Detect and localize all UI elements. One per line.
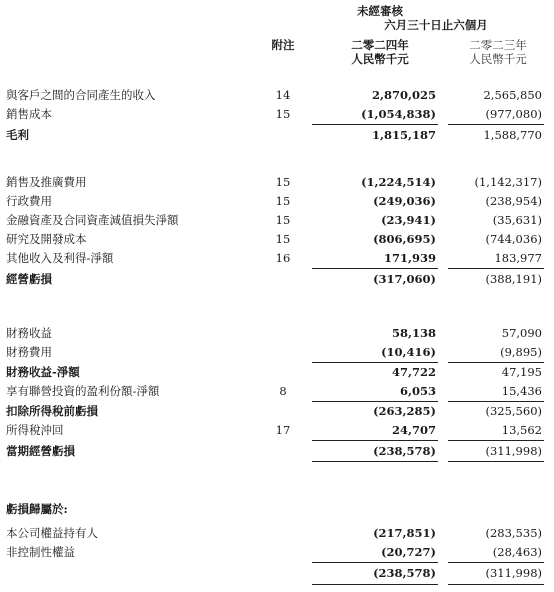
total-rule xyxy=(448,461,544,462)
row-note: 14 xyxy=(275,88,291,102)
table-row xyxy=(0,325,554,342)
value-2023: (9,895) xyxy=(500,345,542,359)
row-note: 15 xyxy=(275,213,291,227)
table-row xyxy=(0,127,554,144)
table-row xyxy=(0,174,554,191)
row-label: 毛利 xyxy=(6,128,29,142)
value-2023: 2,565,850 xyxy=(483,88,542,102)
note-column-header: 附注 xyxy=(271,38,295,52)
subtotal-rule xyxy=(448,268,544,269)
row-label: 所得稅沖回 xyxy=(6,423,64,437)
row-label: 金融資產及合同資產減值損失淨額 xyxy=(6,213,179,227)
value-2024: 1,815,187 xyxy=(371,128,436,142)
value-2024: (238,578) xyxy=(373,444,436,458)
row-note: 16 xyxy=(275,251,291,265)
value-2023: 1,588,770 xyxy=(483,128,542,142)
row-note: 15 xyxy=(275,194,291,208)
value-2023: (311,998) xyxy=(485,444,542,458)
row-note: 8 xyxy=(279,384,287,398)
row-label: 虧損歸屬於: xyxy=(6,502,68,516)
row-label: 財務費用 xyxy=(6,345,52,359)
subtotal-rule xyxy=(312,124,438,125)
row-label: 扣除所得稅前虧損 xyxy=(6,404,98,418)
value-2023: (283,535) xyxy=(485,526,542,540)
subtotal-rule xyxy=(312,268,438,269)
value-2024: (217,851) xyxy=(373,526,436,540)
value-2023: (977,080) xyxy=(485,107,542,121)
row-label: 與客戶之間的合同產生的收入 xyxy=(6,88,156,102)
table-row xyxy=(0,403,554,420)
row-note: 15 xyxy=(275,175,291,189)
value-2024: (1,224,514) xyxy=(361,175,436,189)
table-row xyxy=(0,544,554,561)
value-2024: (263,285) xyxy=(373,404,436,418)
row-label: 財務收益 xyxy=(6,326,52,340)
row-note: 15 xyxy=(275,232,291,246)
value-2023: 15,436 xyxy=(501,384,542,398)
value-2024: 47,722 xyxy=(391,365,436,379)
table-row xyxy=(0,250,554,267)
subtotal-rule xyxy=(448,562,544,563)
unit-2024-header: 人民幣千元 xyxy=(351,52,409,66)
row-label: 本公司權益持有人 xyxy=(6,526,98,540)
value-2023: (1,142,317) xyxy=(474,175,542,189)
year-2023-header: 二零二三年 xyxy=(469,38,527,52)
row-label: 研究及開發成本 xyxy=(6,232,87,246)
row-note: 15 xyxy=(275,107,291,121)
value-2024: (10,416) xyxy=(381,345,436,359)
value-2023: (325,560) xyxy=(485,404,542,418)
table-row xyxy=(0,212,554,229)
subtotal-rule xyxy=(312,562,438,563)
value-2024: 171,939 xyxy=(383,251,436,265)
table-row xyxy=(0,383,554,400)
value-2024: 58,138 xyxy=(391,326,436,340)
value-2023: (238,954) xyxy=(485,194,542,208)
value-2024: 6,053 xyxy=(399,384,436,398)
table-row xyxy=(0,501,554,518)
value-2024: (249,036) xyxy=(373,194,436,208)
value-2024: (20,727) xyxy=(381,545,436,559)
value-2023: 183,977 xyxy=(494,251,542,265)
unaudited-caption: 未經審核 xyxy=(357,4,403,18)
row-label: 銷售及推廣費用 xyxy=(6,175,87,189)
subtotal-rule xyxy=(448,401,544,402)
table-row xyxy=(0,271,554,288)
table-row xyxy=(0,193,554,210)
value-2023: 57,090 xyxy=(501,326,542,340)
value-2024: 2,870,025 xyxy=(371,88,436,102)
table-row xyxy=(0,364,554,381)
table-row xyxy=(0,565,554,582)
row-label: 財務收益-淨額 xyxy=(6,365,80,379)
row-label: 非控制性權益 xyxy=(6,545,75,559)
row-label: 享有聯營投資的盈利份額-淨額 xyxy=(6,384,160,398)
table-row xyxy=(0,344,554,361)
subtotal-rule xyxy=(448,124,544,125)
total-rule xyxy=(312,584,438,585)
subtotal-rule xyxy=(448,362,544,363)
value-2023: (28,463) xyxy=(492,545,542,559)
row-label: 經營虧損 xyxy=(6,272,52,286)
subtotal-rule xyxy=(312,401,438,402)
row-label: 銷售成本 xyxy=(6,107,52,121)
value-2024: (23,941) xyxy=(381,213,436,227)
row-note: 17 xyxy=(275,423,291,437)
value-2024: (317,060) xyxy=(373,272,436,286)
subtotal-rule xyxy=(312,362,438,363)
value-2023: 47,195 xyxy=(501,365,542,379)
table-row xyxy=(0,422,554,439)
row-label: 行政費用 xyxy=(6,194,52,208)
total-rule xyxy=(448,584,544,585)
value-2023: 13,562 xyxy=(501,423,542,437)
subtotal-rule xyxy=(448,440,544,441)
total-rule xyxy=(312,461,438,462)
table-row xyxy=(0,231,554,248)
period-caption: 六月三十日止六個月 xyxy=(384,18,488,32)
table-row xyxy=(0,106,554,123)
value-2023: (744,036) xyxy=(485,232,542,246)
value-2024: (806,695) xyxy=(373,232,436,246)
value-2023: (311,998) xyxy=(485,566,542,580)
table-row xyxy=(0,525,554,542)
table-row xyxy=(0,87,554,104)
value-2023: (35,631) xyxy=(492,213,542,227)
value-2024: (238,578) xyxy=(373,566,436,580)
row-label: 當期經營虧損 xyxy=(6,444,75,458)
subtotal-rule xyxy=(312,440,438,441)
value-2024: (1,054,838) xyxy=(361,107,436,121)
table-row xyxy=(0,443,554,460)
row-label: 其他收入及利得-淨額 xyxy=(6,251,114,265)
unit-2023-header: 人民幣千元 xyxy=(469,52,527,66)
value-2024: 24,707 xyxy=(391,423,436,437)
value-2023: (388,191) xyxy=(485,272,542,286)
year-2024-header: 二零二四年 xyxy=(351,38,409,52)
